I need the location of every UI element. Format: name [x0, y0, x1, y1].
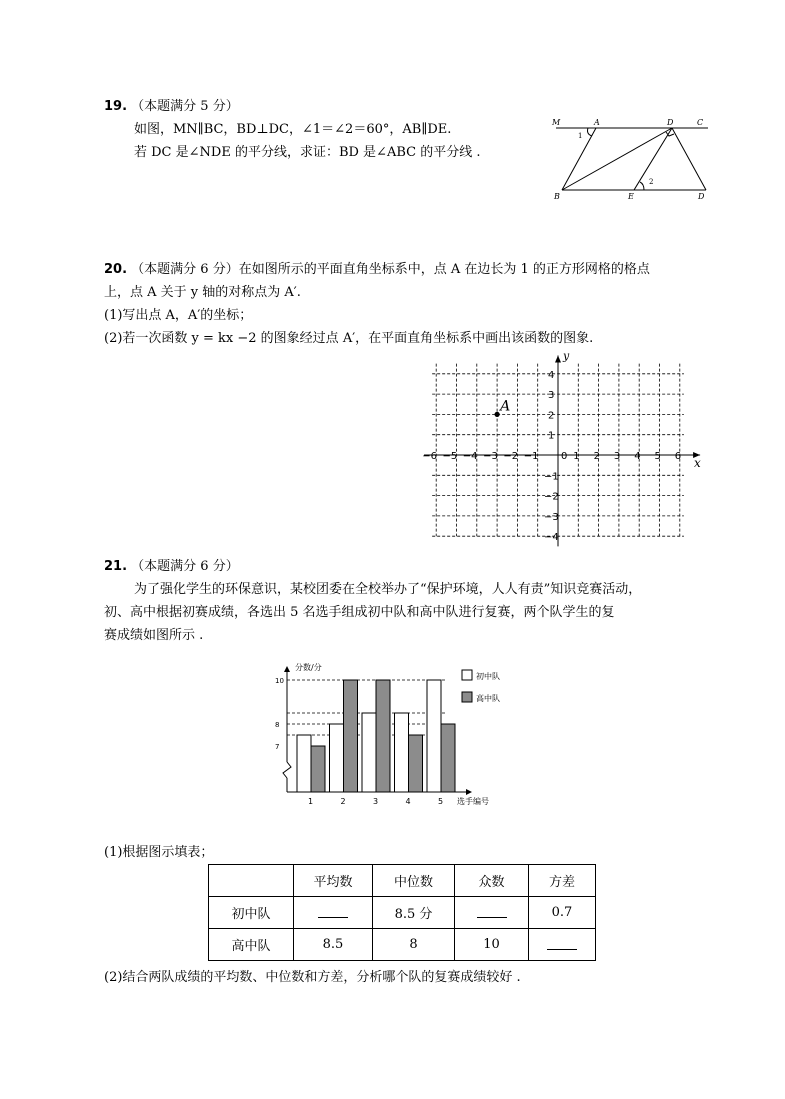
table-header-cell: 方差: [529, 865, 596, 897]
x-tick-label: −5: [442, 451, 458, 462]
bar: [362, 713, 376, 792]
legend-label: 初中队: [476, 672, 500, 681]
bar: [330, 724, 344, 792]
x-tick-label: 3: [613, 451, 621, 462]
x-tick-label: 2: [593, 451, 600, 462]
label-angle1: 1: [578, 132, 583, 140]
y-tick-label: 1: [548, 430, 555, 442]
x-tick-label: 5: [654, 451, 661, 462]
x-axis-label: x: [694, 456, 701, 470]
label-angle2: 2: [649, 178, 654, 186]
q21-bar-chart: [262, 656, 532, 812]
q19-number: 19.: [104, 99, 128, 114]
q21-header: [104, 555, 239, 574]
q21-line2: 初、高中根据初赛成绩，各选出 5 名选手组成初中队和高中队进行复赛，两个队学生的复: [104, 605, 615, 620]
legend-swatch: [462, 670, 472, 680]
x-tick-label: −6: [422, 451, 437, 462]
y-axis-arrow: [284, 666, 290, 672]
y-axis-label: y: [563, 349, 570, 363]
x-tick-label: 1: [573, 451, 580, 462]
y-axis-arrow: [555, 356, 561, 363]
x-tick-label: 4: [634, 451, 641, 462]
q21-sub2: (2)结合两队成绩的平均数、中位数和方差，分析哪个队的复赛成绩较好 .: [104, 970, 521, 985]
label-D-bottom: D: [698, 192, 705, 201]
table-row: [209, 897, 596, 929]
y-tick-label: 3: [548, 390, 555, 402]
bar: [297, 735, 311, 792]
y-tick-label: −1: [544, 471, 559, 483]
q21-score-table: [208, 864, 596, 961]
y-tick-label: 4: [548, 369, 555, 381]
table-cell: 初中队: [209, 897, 294, 929]
table-header-cell: [209, 865, 294, 897]
legend-label: 高中队: [476, 694, 500, 703]
label-D-top: D: [667, 118, 674, 127]
q21-sub1: (1)根据图示填表；: [104, 845, 214, 860]
table-header-cell: 平均数: [294, 865, 373, 897]
bar: [427, 680, 441, 792]
table-cell: 8.5: [294, 929, 373, 961]
bar: [311, 746, 325, 792]
axis-break: [283, 762, 291, 778]
y-tick-label: −2: [544, 491, 559, 503]
q20-line4: (2)若一次函数 y = kx −2 的图象经过点 A′，在平面直角坐标系中画出该函数的图象.: [104, 331, 594, 346]
y-tick-label: −4: [544, 532, 559, 544]
q19-line2: 若 DC 是∠NDE 的平分线，求证：BD 是∠ABC 的平分线 .: [134, 145, 481, 160]
table-cell: 8: [373, 929, 455, 961]
legend-swatch: [462, 692, 472, 702]
y-tick-label: 7: [275, 743, 280, 751]
label-M: M: [552, 118, 561, 127]
bar: [395, 713, 409, 792]
y-tick-label: 8: [275, 721, 280, 729]
x-tick-label: 5: [438, 797, 444, 806]
q21-points: （本题满分 6 分）: [131, 559, 239, 574]
label-B: B: [554, 192, 560, 201]
q19-geometry-figure: [548, 114, 718, 202]
q20-coordinate-grid: [410, 348, 710, 554]
q20-line3: (1)写出点 A，A′的坐标；: [104, 308, 253, 323]
x-tick-label: −3: [483, 451, 498, 462]
y-axis-label: 分数/分: [295, 663, 322, 672]
answer-blank[interactable]: [529, 929, 596, 961]
q19-line1: 如图，MN∥BC，BD⊥DC，∠1＝∠2＝60°，AB∥DE.: [134, 122, 452, 137]
q19-header: [104, 95, 239, 114]
bar: [441, 724, 455, 792]
table-header-cell: 众数: [455, 865, 529, 897]
q20-number: 20.: [104, 262, 128, 277]
label-C: C: [697, 118, 704, 127]
x-tick-label: 2: [340, 797, 346, 806]
x-tick-label: −4: [462, 451, 478, 462]
q20-line2: 上，点 A 关于 y 轴的对称点为 A′.: [104, 285, 301, 300]
table-cell: 高中队: [209, 929, 294, 961]
x-axis-arrow: [466, 789, 472, 795]
bar: [409, 735, 423, 792]
y-tick-label: 10: [275, 677, 284, 685]
answer-blank[interactable]: [294, 897, 373, 929]
x-tick-label: 6: [674, 451, 682, 462]
table-cell: 10: [455, 929, 529, 961]
table-header-cell: 中位数: [373, 865, 455, 897]
x-tick-label: −2: [503, 451, 519, 462]
bar: [344, 680, 358, 792]
table-cell: 8.5 分: [373, 897, 455, 929]
table-cell: 0.7: [529, 897, 596, 929]
point-A: [495, 412, 500, 417]
x-tick-label: −1: [523, 451, 539, 462]
x-tick-label: 4: [405, 797, 411, 806]
x-tick-label: 3: [373, 797, 379, 806]
label-A: A: [594, 118, 600, 127]
table-header-row: [209, 865, 596, 897]
table-row: [209, 929, 596, 961]
point-A-label: A: [500, 398, 511, 415]
answer-blank[interactable]: [455, 897, 529, 929]
q21-line1: 为了强化学生的环保意识，某校团委在全校举办了“保护环境，人人有责”知识竞赛活动，: [134, 582, 642, 597]
q20-line1-wrap: [104, 258, 650, 277]
label-E: E: [628, 192, 634, 201]
x-tick-label: 1: [308, 797, 314, 806]
y-tick-label: −3: [544, 511, 559, 523]
x-tick-label: 0: [561, 451, 568, 462]
q21-number: 21.: [104, 559, 128, 574]
y-tick-label: 2: [548, 410, 555, 422]
q19-points: （本题满分 5 分）: [131, 99, 239, 114]
q21-line3: 赛成绩如图所示 .: [104, 628, 204, 643]
x-axis-label: 选手编号: [457, 797, 489, 806]
bar: [376, 680, 390, 792]
q20-line1: （本题满分 6 分）在如图所示的平面直角坐标系中，点 A 在边长为 1 的正方形网格的格点: [131, 262, 650, 277]
